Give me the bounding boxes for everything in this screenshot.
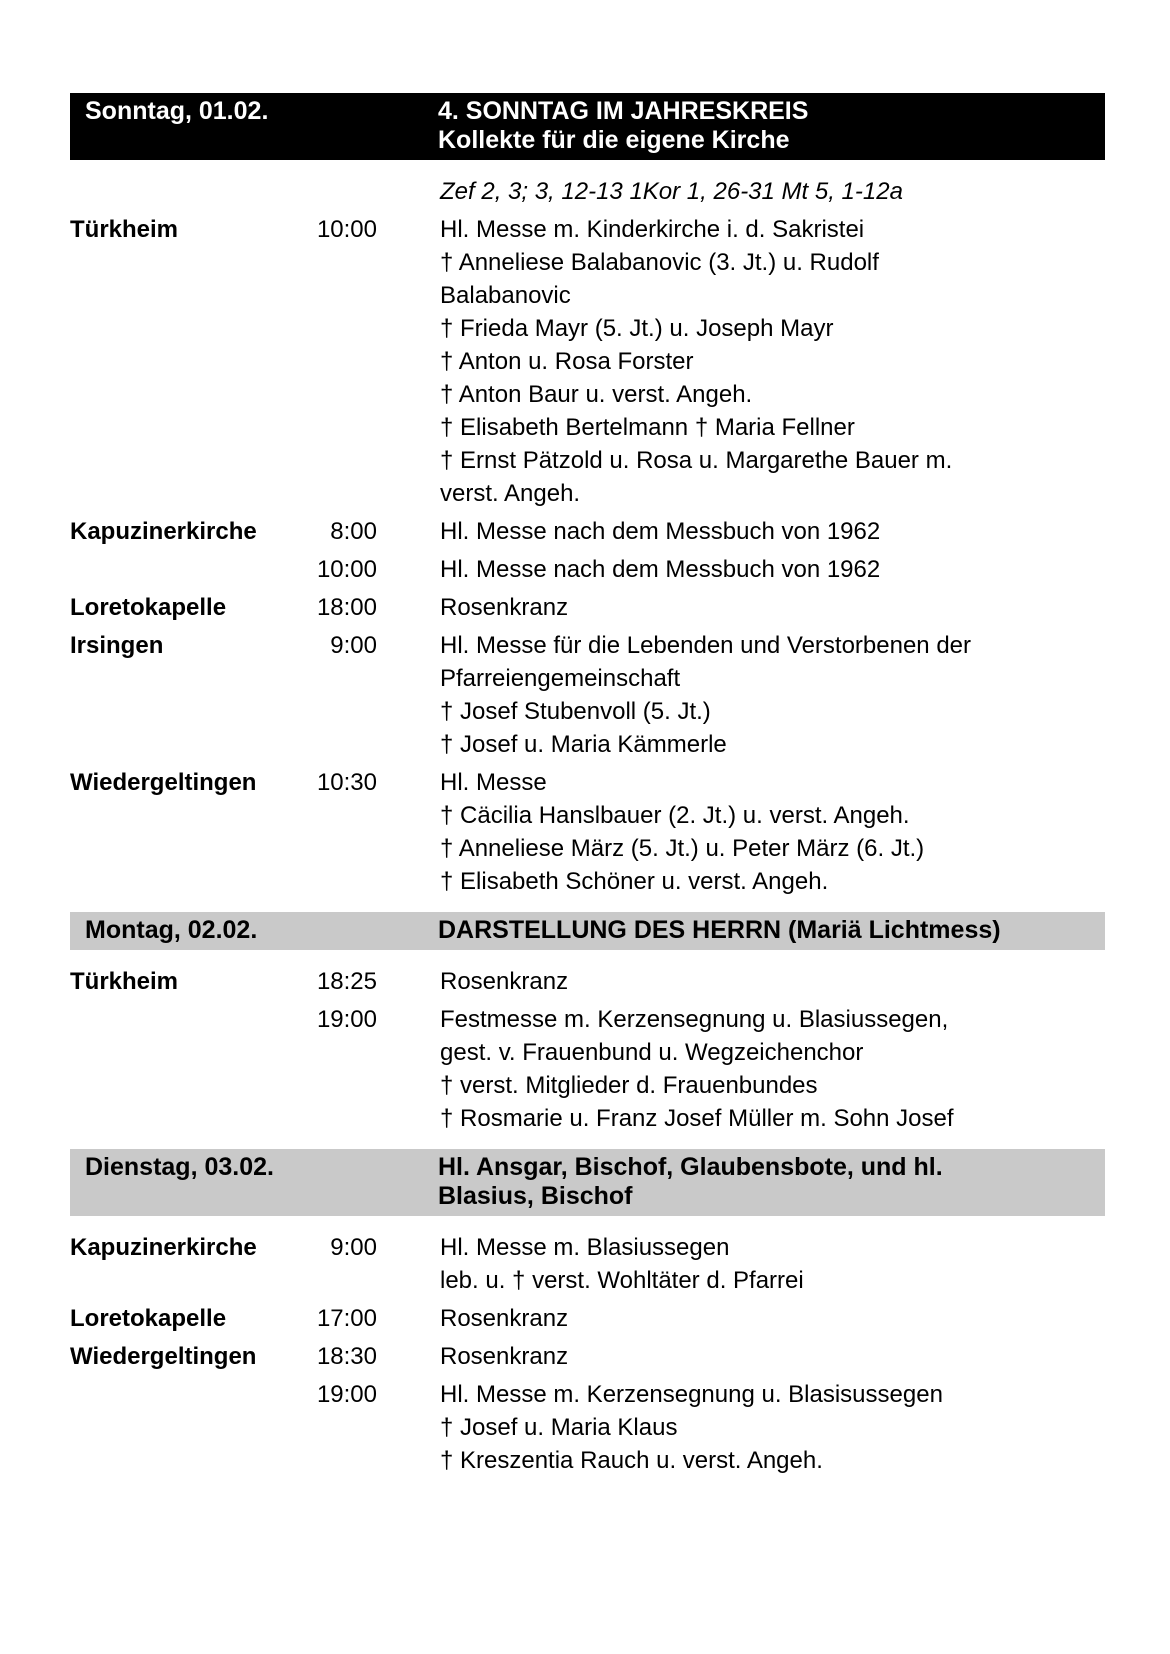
location-cell: Kapuzinerkirche <box>70 518 257 545</box>
time-cell: 10:00 <box>316 216 377 243</box>
schedule-entry <box>70 1003 1105 1135</box>
location-cell: Türkheim <box>70 216 179 243</box>
description-line: † Anton Baur u. verst. Angeh. <box>440 381 753 408</box>
time-cell: 18:25 <box>316 968 377 995</box>
description-cell <box>377 591 1105 624</box>
day-header-dienstag <box>70 1149 1105 1216</box>
description-line: Hl. Messe für die Lebenden und Verstorbenen der <box>440 632 972 659</box>
description-cell <box>377 515 1105 548</box>
location-cell: Loretokapelle <box>70 594 227 621</box>
time-cell: 9:00 <box>330 632 377 659</box>
description-line: † Rosmarie u. Franz Josef Müller m. Sohn Josef <box>440 1105 954 1132</box>
description-line: Hl. Messe nach dem Messbuch von 1962 <box>440 518 881 545</box>
description-line: Rosenkranz <box>440 594 569 621</box>
time-cell <box>307 175 377 208</box>
description-cell <box>377 1302 1105 1335</box>
description-line: Rosenkranz <box>440 1305 569 1332</box>
day-schedule-montag <box>70 965 1105 1135</box>
schedule-entry <box>70 965 1105 998</box>
location-cell <box>70 553 307 586</box>
schedule-entry <box>70 213 1105 510</box>
description-line: † Anneliese Balabanovic (3. Jt.) u. Rudolf <box>440 249 879 276</box>
readings-text <box>377 175 1105 208</box>
description-line: † Elisabeth Bertelmann † Maria Fellner <box>440 414 855 441</box>
schedule-entry <box>70 591 1105 624</box>
readings-row <box>70 175 1105 208</box>
location-cell: Wiedergeltingen <box>70 769 257 796</box>
description-line: † Anneliese März (5. Jt.) u. Peter März (6. Jt.) <box>440 835 925 862</box>
description-line: † Frieda Mayr (5. Jt.) u. Joseph Mayr <box>440 315 834 342</box>
description-line: Festmesse m. Kerzensegnung u. Blasiussegen, <box>440 1006 949 1033</box>
description-cell <box>377 553 1105 586</box>
day-title-line: Kollekte für die eigene Kirche <box>438 126 790 154</box>
schedule-entry <box>70 553 1105 586</box>
schedule-entry <box>70 629 1105 761</box>
schedule-entry <box>70 1378 1105 1477</box>
location-cell <box>70 1003 307 1135</box>
time-cell: 10:30 <box>316 769 377 796</box>
description-line: verst. Angeh. <box>440 480 581 507</box>
time-cell: 18:30 <box>316 1343 377 1370</box>
description-line: † Josef Stubenvoll (5. Jt.) <box>440 698 711 725</box>
schedule-entry <box>70 1302 1105 1335</box>
description-line: † Anton u. Rosa Forster <box>440 348 694 375</box>
description-line: † verst. Mitglieder d. Frauenbundes <box>440 1072 818 1099</box>
description-line: Balabanovic <box>440 282 571 309</box>
description-line: † Josef u. Maria Kämmerle <box>440 731 727 758</box>
time-cell: 19:00 <box>316 1006 377 1033</box>
day-date: Sonntag, 01.02. <box>85 97 269 125</box>
description-line: Rosenkranz <box>440 968 569 995</box>
time-cell: 17:00 <box>316 1305 377 1332</box>
schedule-entry <box>70 1340 1105 1373</box>
day-date: Montag, 02.02. <box>85 916 258 944</box>
description-line: Hl. Messe m. Blasiussegen <box>440 1234 730 1261</box>
day-schedule-dienstag <box>70 1231 1105 1477</box>
location-cell: Kapuzinerkirche <box>70 1234 257 1261</box>
location-cell: Türkheim <box>70 968 179 995</box>
description-cell <box>377 629 1105 761</box>
day-title <box>438 1153 1095 1211</box>
description-cell <box>377 1231 1105 1297</box>
location-cell <box>70 175 307 208</box>
day-title <box>438 916 1095 945</box>
description-cell <box>377 213 1105 510</box>
location-cell: Irsingen <box>70 632 164 659</box>
day-title-line: DARSTELLUNG DES HERRN (Mariä Lichtmess) <box>438 916 1001 944</box>
schedule-entry <box>70 766 1105 898</box>
description-line: † Elisabeth Schöner u. verst. Angeh. <box>440 868 829 895</box>
description-line: † Kreszentia Rauch u. verst. Angeh. <box>440 1447 823 1474</box>
description-line: Hl. Messe m. Kinderkirche i. d. Sakristei <box>440 216 865 243</box>
description-line: Rosenkranz <box>440 1343 569 1370</box>
location-cell: Loretokapelle <box>70 1305 227 1332</box>
description-line: leb. u. † verst. Wohltäter d. Pfarrei <box>440 1267 804 1294</box>
description-line: † Cäcilia Hanslbauer (2. Jt.) u. verst. Angeh. <box>440 802 910 829</box>
time-cell: 9:00 <box>330 1234 377 1261</box>
day-title-line: Blasius, Bischof <box>438 1182 633 1210</box>
day-date: Dienstag, 03.02. <box>85 1153 274 1181</box>
time-cell: 10:00 <box>316 556 377 583</box>
description-cell <box>377 1378 1105 1477</box>
description-cell <box>377 766 1105 898</box>
description-line: Hl. Messe nach dem Messbuch von 1962 <box>440 556 881 583</box>
description-line: Hl. Messe <box>440 769 547 796</box>
day-title-line: Hl. Ansgar, Bischof, Glaubensbote, und hl. <box>438 1153 943 1181</box>
location-cell: Wiedergeltingen <box>70 1343 257 1370</box>
description-line: gest. v. Frauenbund u. Wegzeichenchor <box>440 1039 864 1066</box>
schedule-entry <box>70 515 1105 548</box>
description-cell <box>377 1340 1105 1373</box>
description-cell <box>377 1003 1105 1135</box>
description-line: † Ernst Pätzold u. Rosa u. Margarethe Bauer m. <box>440 447 953 474</box>
day-title-line: 4. SONNTAG IM JAHRESKREIS <box>438 97 809 125</box>
description-cell <box>377 965 1105 998</box>
readings-line: Zef 2, 3; 3, 12-13 1Kor 1, 26-31 Mt 5, 1-12a <box>440 178 903 205</box>
day-schedule-sonntag <box>70 175 1105 898</box>
schedule-entry <box>70 1231 1105 1297</box>
day-header-sonntag <box>70 93 1105 160</box>
location-cell <box>70 1378 307 1477</box>
description-line: † Josef u. Maria Klaus <box>440 1414 678 1441</box>
time-cell: 8:00 <box>330 518 377 545</box>
time-cell: 18:00 <box>316 594 377 621</box>
time-cell: 19:00 <box>316 1381 377 1408</box>
day-title <box>438 97 1095 155</box>
day-header-montag <box>70 912 1105 950</box>
description-line: Hl. Messe m. Kerzensegnung u. Blasisussegen <box>440 1381 943 1408</box>
description-line: Pfarreiengemeinschaft <box>440 665 681 692</box>
